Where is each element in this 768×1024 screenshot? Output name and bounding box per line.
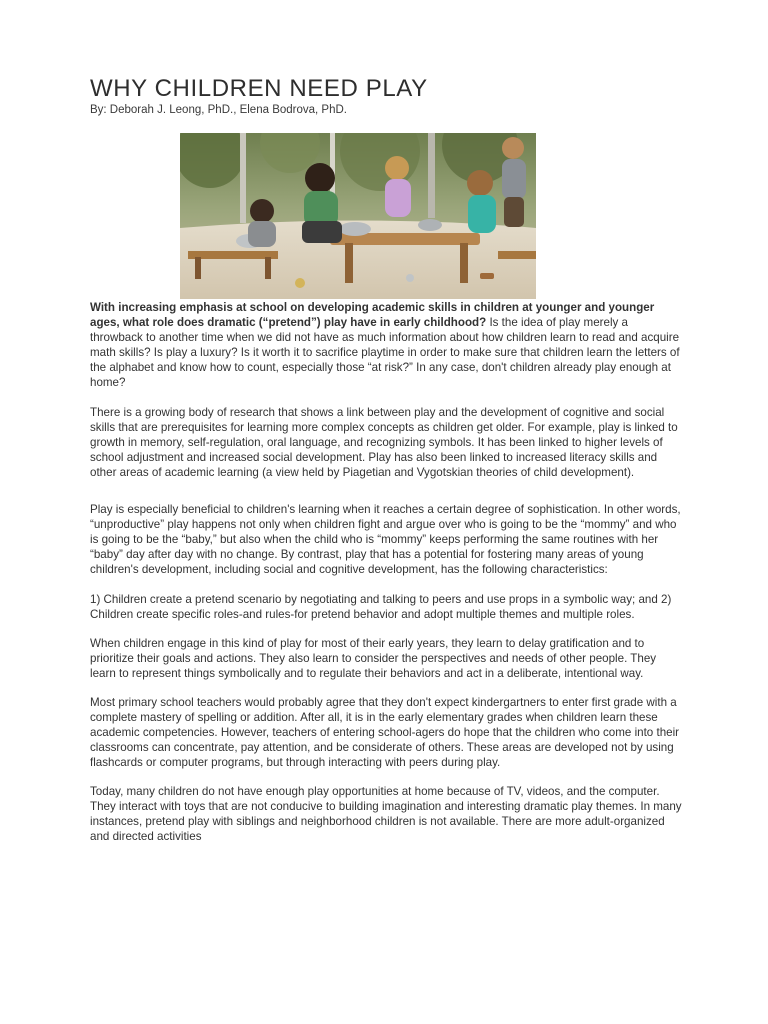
paragraph-intro — [90, 300, 684, 390]
paragraph-teachers: Most primary school teachers would probably agree that they don't expect kindergartners to enter first grade with a complete mastery of spelling or addition. After all, it is in the early elementary grades when children learn these academic competencies. However, teachers of entering school-agers do hope that the children who come into their classrooms can concentrate, pay attention, and be considerate of others. These areas are developed not by using flashcards or computer programs, but through interacting with peers during play. — [90, 696, 680, 769]
intro-rest: Is the idea of play merely a throwback to another time when we did not have as much information about how children learn to read and acquire math skills? Is play a luxury? Is it worth it to sacrifice playtime in order to make sure that children learn the letters of the alphabet and know how to count, especially those “at risk?” In any case, don't children already play enough at home? — [90, 316, 680, 389]
children-playing-photo — [180, 133, 536, 299]
article-body — [90, 300, 684, 844]
intro-lead: With increasing emphasis at school on developing academic skills in children at younger and younger ages, what role does dramatic (“pretend”) play have in early childhood? — [90, 301, 655, 329]
paragraph-outcomes: When children engage in this kind of play for most of their early years, they learn to delay gratification and to prioritize their goals and actions. They also learn to consider the perspectives and needs of other people. They learn to represent things symbolically and to regulate their behaviors and act in a deliberate, intentional way. — [90, 637, 657, 680]
document-title: WHY CHILDREN NEED PLAY — [90, 75, 428, 102]
paragraph-sophistication: Play is especially beneficial to children's learning when it reaches a certain degree of sophistication. In other words, “unproductive” play happens not only when children fight and argue over who is going to be the “mommy” and who is going to be the “baby,” but also when the child who is “mommy” keeps performing the same routines with her “baby” day after day with no change. By contrast, play that has a potential for fostering many areas of young children's development, including social and cognitive development, has the following characteristics: — [90, 503, 681, 576]
paragraph-characteristics: 1) Children create a pretend scenario by negotiating and talking to peers and use props in a symbolic way; and 2) Children create specific roles-and rules-for pretend behavior and adopt multiple themes and multiple roles. — [90, 593, 672, 621]
paragraph-today: Today, many children do not have enough play opportunities at home because of TV, videos, and the computer. They interact with toys that are not conducive to building imagination and interesting dramatic play themes. In many instances, pretend play with siblings and neighborhood children is not available. There are more adult-organized and directed activities — [90, 785, 682, 843]
paragraph-research: There is a growing body of research that shows a link between play and the development of cognitive and social skills that are prerequisites for learning more complex concepts as children get older. For example, play is linked to growth in memory, self-regulation, oral language, and recognizing symbols. It has been linked to higher levels of school adjustment and increased social development. Play has also been linked to increased literacy skills and other areas of academic learning (a view held by Piagetian and Vygotskian theories of child development). — [90, 406, 678, 479]
byline: By: Deborah J. Leong, PhD., Elena Bodrova, PhD. — [90, 104, 347, 116]
